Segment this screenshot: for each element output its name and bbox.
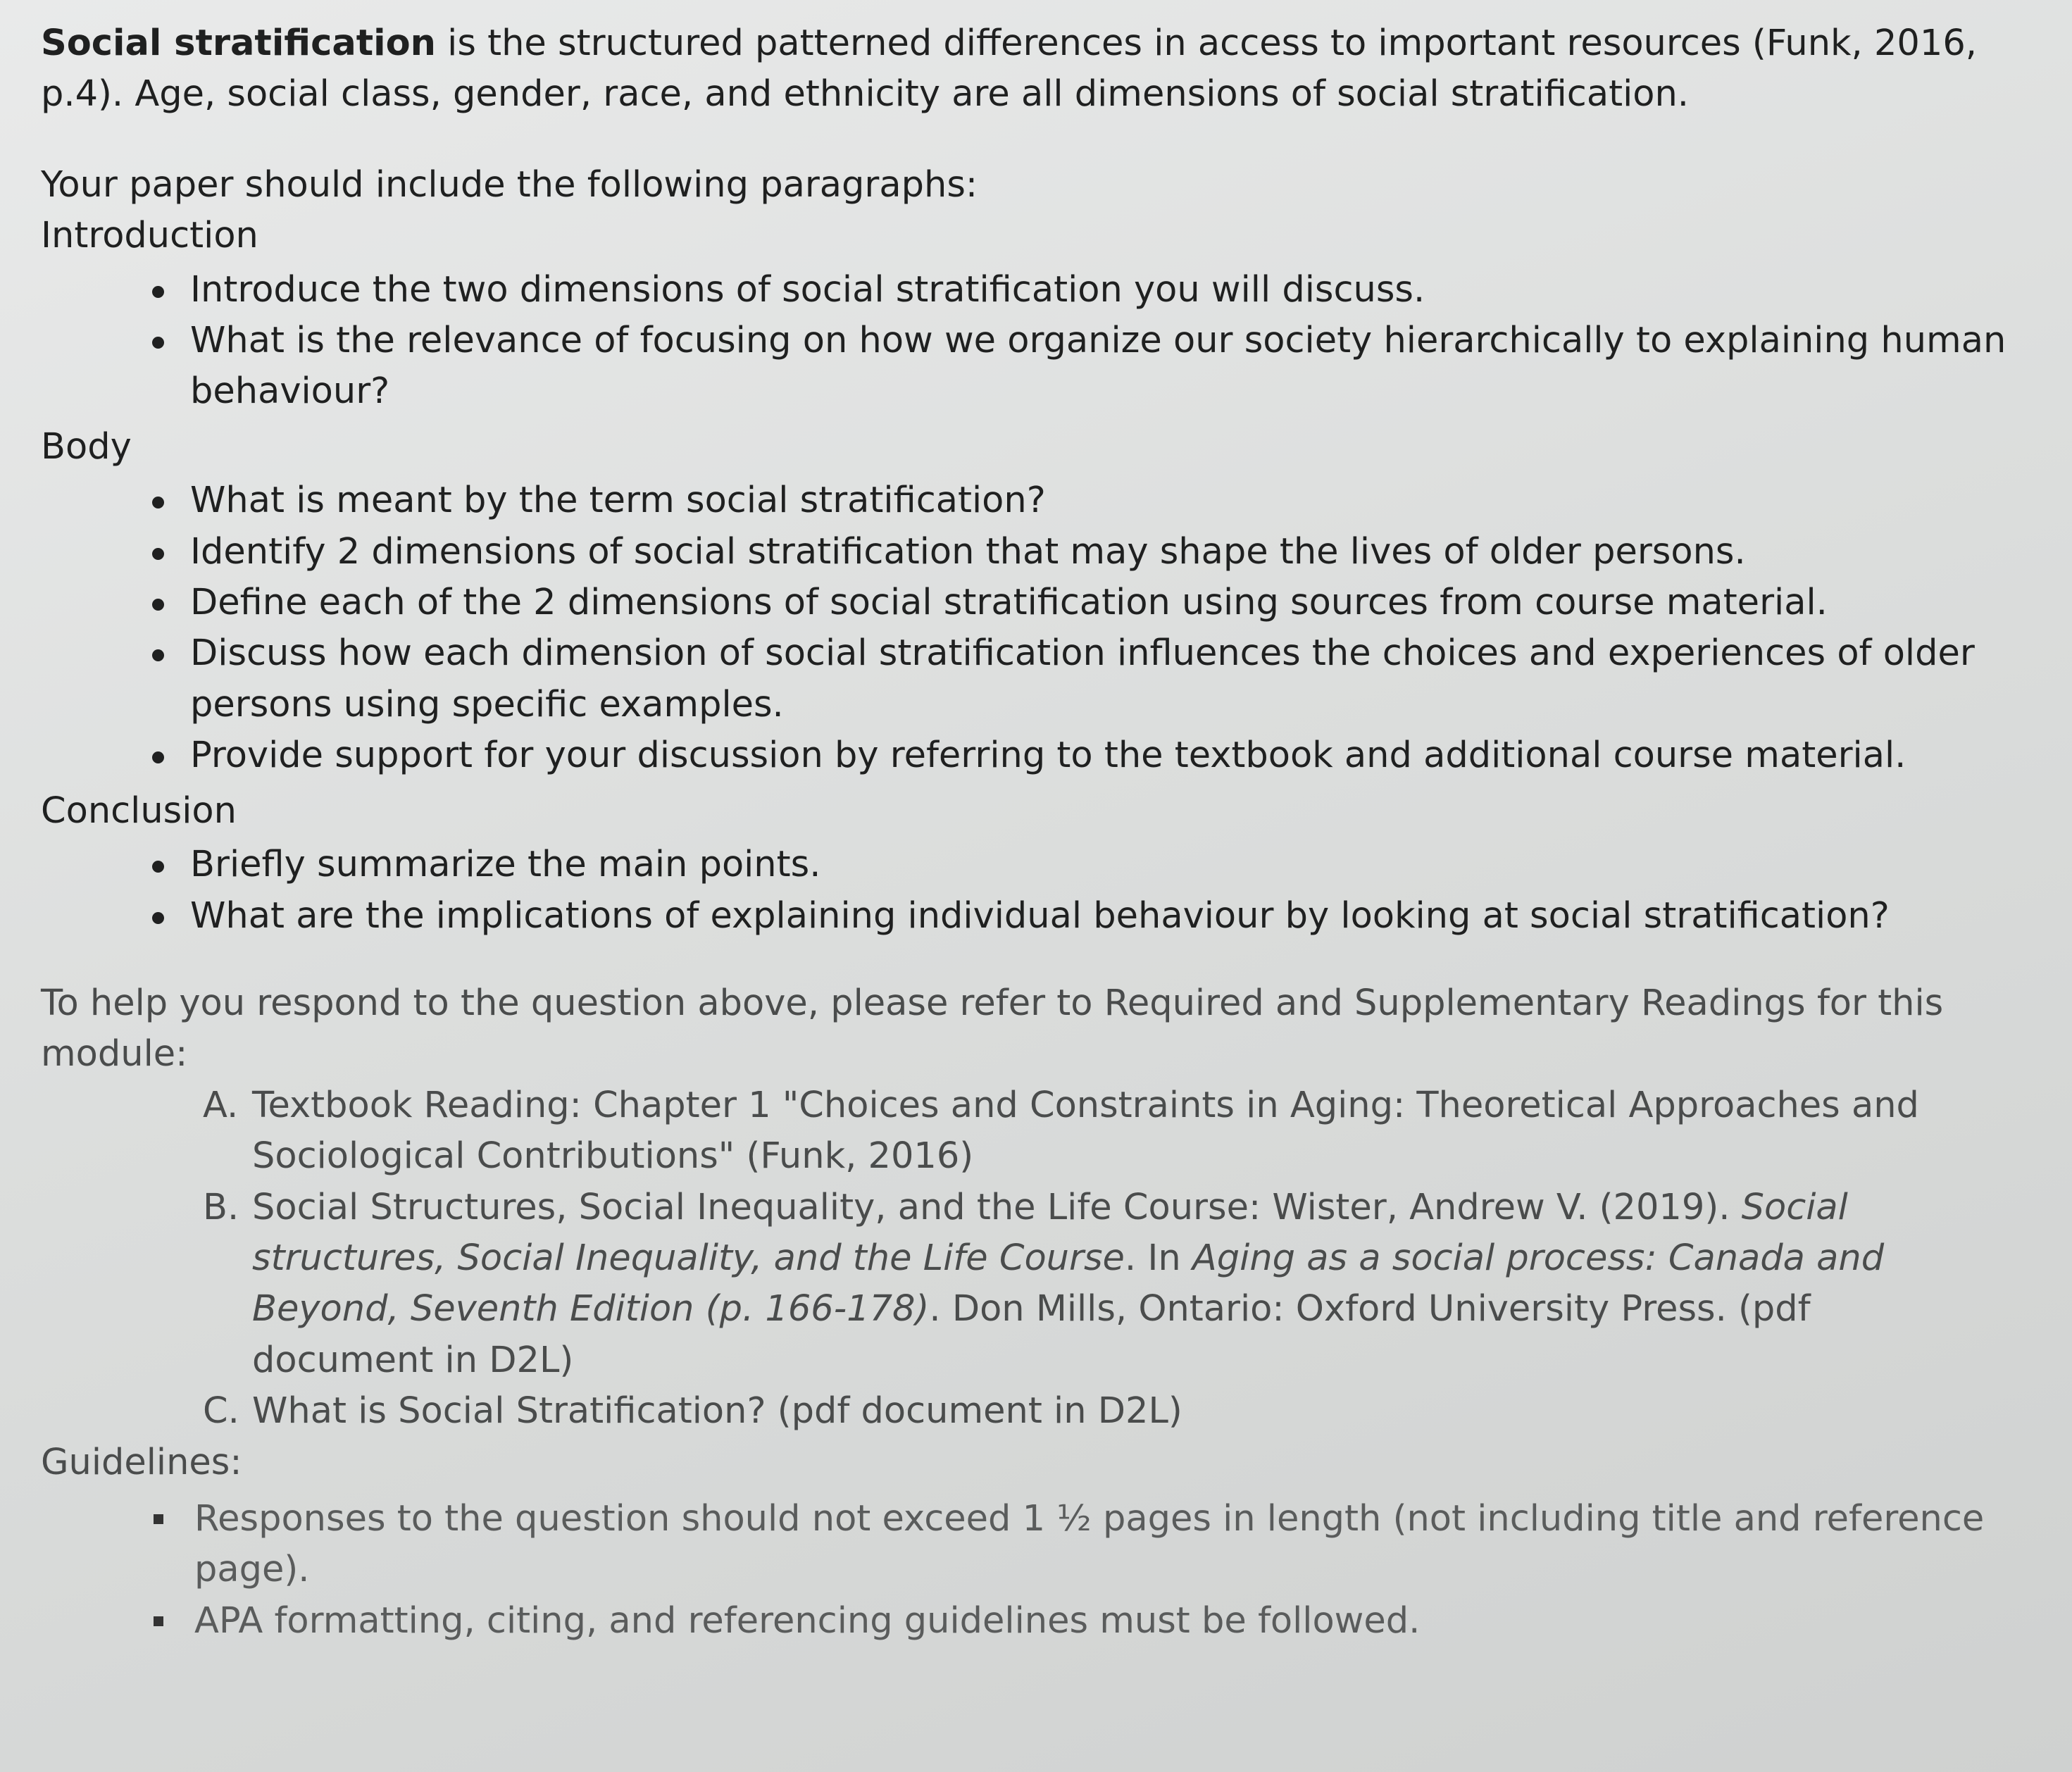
guidelines-list <box>41 1494 2072 1647</box>
definition-text: is the structured patterned differences in access to important resources (Funk, 2016, p.4). Age, social class, gender, race, and ethnicity are all dimensions of social stratification. <box>41 23 1977 116</box>
reading-citation-end: . Don Mills, Ontario: Oxford University Press. (pdf document in D2L) <box>252 1288 1811 1381</box>
reading-letter: A. <box>203 1084 239 1126</box>
defined-term: Social stratification <box>41 23 436 64</box>
reading-citation-mid: . In <box>1124 1237 1192 1279</box>
paper-structure-lead: Your paper should include the following paragraphs: <box>41 163 978 206</box>
list-item: What are the implications of explaining individual behaviour by looking at social stratification? <box>190 891 2021 942</box>
body-heading: Body <box>41 425 132 468</box>
list-item: Provide support for your discussion by referring to the textbook and additional course material. <box>190 730 2021 781</box>
introduction-list <box>41 265 2072 418</box>
definition-paragraph <box>41 18 2027 120</box>
reading-text: Textbook Reading: Chapter 1 "Choices and Constraints in Aging: Theoretical Approaches and Sociological Contributions" (Funk, 2016) <box>252 1084 1919 1178</box>
reading-text: What is Social Stratification? (pdf document in D2L) <box>252 1390 1182 1433</box>
list-item: Define each of the 2 dimensions of social stratification using sources from course material. <box>190 578 2021 628</box>
list-item: Briefly summarize the main points. <box>190 840 2021 890</box>
body-list <box>41 475 2072 781</box>
list-item: APA formatting, citing, and referencing guidelines must be followed. <box>194 1596 2026 1647</box>
reading-letter: B. <box>203 1186 239 1228</box>
list-item: Discuss how each dimension of social stratification influences the choices and experiences of older persons using specific examples. <box>190 628 2021 730</box>
list-item: What is the relevance of focusing on how we organize our society hierarchically to explaining human behaviour? <box>190 316 2021 418</box>
list-item: Introduce the two dimensions of social stratification you will discuss. <box>190 265 2021 316</box>
reading-citation-start: Social Structures, Social Inequality, and the Life Course: Wister, Andrew V. (2019). <box>252 1186 1742 1228</box>
conclusion-heading: Conclusion <box>41 790 237 832</box>
introduction-heading: Introduction <box>41 215 258 257</box>
reading-letter: C. <box>203 1390 239 1433</box>
readings-intro: To help you respond to the question above, please refer to Required and Supplementary Readings for this module: <box>41 982 1944 1075</box>
readings-list <box>41 1080 2072 1437</box>
reading-chapter-title: Social structures, Social Inequality, and the Life Course <box>252 1186 1848 1279</box>
list-item: What is meant by the term social stratification? <box>190 475 2021 526</box>
reading-book-title: Aging as a social process: Canada and Beyond, Seventh Edition (p. 166-178) <box>252 1237 1885 1330</box>
reading-item-b <box>203 1183 1999 1387</box>
list-item: Identify 2 dimensions of social stratification that may shape the lives of older persons. <box>190 527 2021 578</box>
reading-item-a <box>203 1080 1999 1183</box>
list-item: Responses to the question should not exceed 1 ½ pages in length (not including title and reference page). <box>194 1494 2026 1596</box>
reading-item-c <box>203 1386 1999 1437</box>
guidelines-heading: Guidelines: <box>41 1441 242 1483</box>
conclusion-list <box>41 840 2072 942</box>
